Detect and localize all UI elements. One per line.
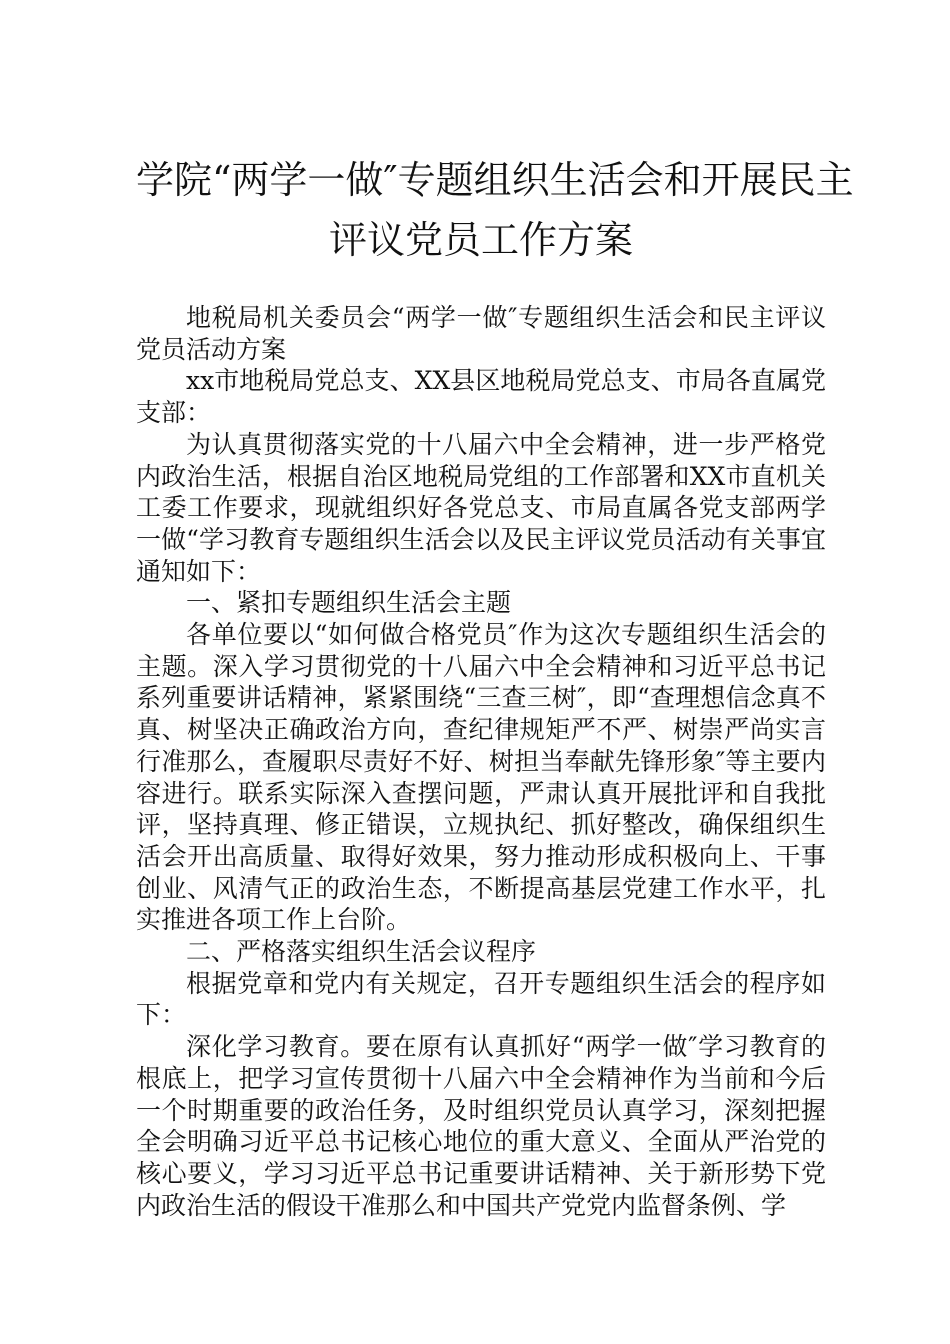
document-title-line-1: 学院“两学一做″专题组织生活会和开展民主	[136, 158, 854, 202]
document-title-line-2: 评议党员工作方案	[328, 218, 633, 262]
section-heading-1: 一、紧扣专题组织生活会主题	[186, 588, 512, 618]
paragraph-intro: 为认真贯彻落实党的十八届六中全会精神，进一步严格党内政治生活，根据自治区地税局党组的工作部署和XX市直机关工委工作要求，现就组织好各党总支、市局直属各党支部两学一做“学习教育专题组织生活会以及民主评议党员活动有关事宜通知如下：	[136, 429, 826, 586]
paragraph-deepen-study: 深化学习教育。要在原有认真抓好“两学一做″学习教育的根底上，把学习宣传贯彻十八届六中全会精神作为当前和今后一个时期重要的政治任务，及时组织党员认真学习，深刻把握全会明确习近平总书记核心地位的重大意义、全面从严治党的核心要义，学习习近平总书记重要讲话精神、关于新形势下党内政治生活的假设干准那么和中国共产党党内监督条例、学	[136, 1032, 826, 1220]
document-page	[136, 150, 854, 1221]
document-body	[136, 302, 826, 1221]
paragraph-section-1: 各单位要以“如何做合格党员″作为这次专题组织生活会的主题。深入学习贯彻党的十八届六中全会精神和习近平总书记系列重要讲话精神，紧紧围绕“三查三树″，即“查理想信念真不真、树坚决正确政治方向，查纪律规矩严不严、树崇严尚实言行准那么，查履职尽责好不好、树担当奉献先锋形象″等主要内容进行。联系实际深入查摆问题，严肃认真开展批评和自我批评，坚持真理、修正错误，立规执纪、抓好整改，确保组织生活会开出高质量、取得好效果，努力推动形成积极向上、干事创业、风清气正的政治生态，不断提高基层党建工作水平，扎实推进各项工作上台阶。	[136, 620, 826, 935]
document-title	[136, 150, 854, 270]
paragraph-recipients: xx市地税局党总支、XX县区地税局党总支、市局各直属党支部：	[136, 366, 826, 428]
paragraph-procedure-intro: 根据党章和党内有关规定，召开专题组织生活会的程序如下：	[136, 968, 826, 1030]
section-heading-2: 二、严格落实组织生活会议程序	[186, 937, 537, 967]
paragraph-notice-title: 地税局机关委员会“两学一做″专题组织生活会和民主评议党员活动方案	[136, 303, 826, 364]
